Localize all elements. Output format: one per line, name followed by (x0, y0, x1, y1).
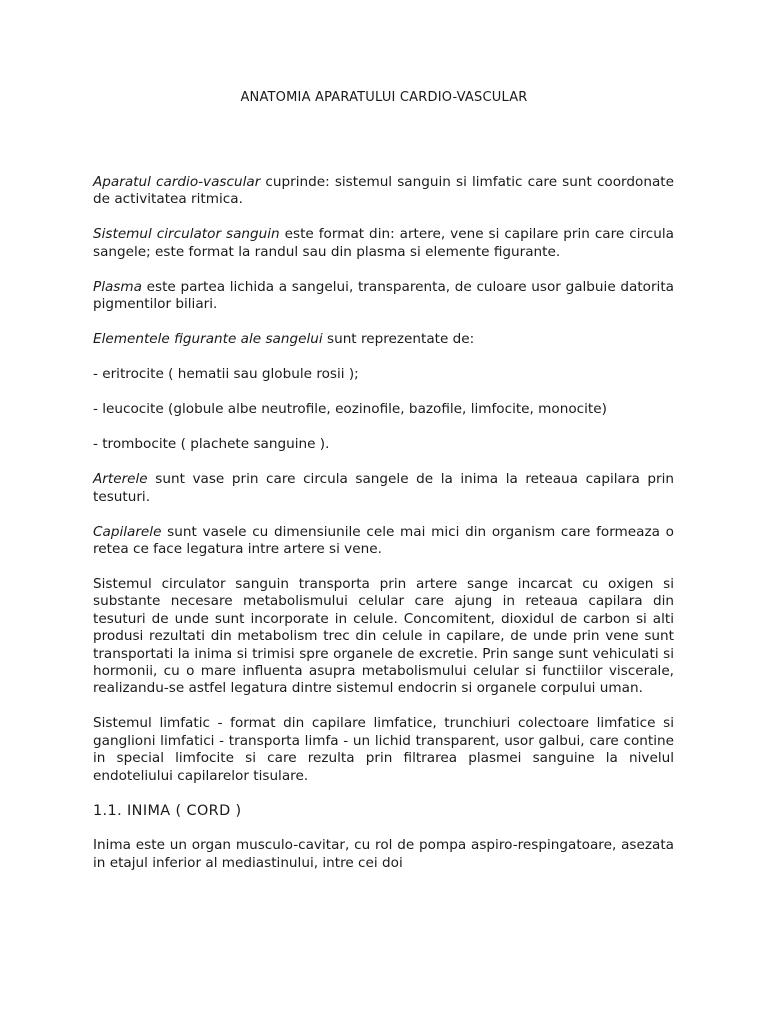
paragraph-sistemul-circulator: Sistemul circulator sanguin este format din: artere, vene si capilare prin care circula sangele; este format la randul sau din plasma si elemente figurante. (93, 226, 674, 260)
term-elementele-figurante: Elementele figurante ale sangelui (93, 331, 323, 348)
paragraph-arterele: Arterele sunt vase prin care circula sangele de la inima la reteaua capilara prin tesuturi. (93, 471, 674, 505)
term-arterele: Arterele (93, 471, 148, 488)
paragraph-elementele-figurante: Elementele figurante ale sangelui sunt reprezentate de: (93, 331, 475, 348)
paragraph-plasma: Plasma este partea lichida a sangelui, transparenta, de culoare usor galbuie datorita pigmentilor biliari. (93, 278, 674, 313)
list-item-leucocite: - leucocite (globule albe neutrofile, eozinofile, bazofile, limfocite, monocite) (93, 401, 607, 418)
paragraph-inima: Inima este un organ musculo-cavitar, cu rol de pompa aspiro-respingatoare, asezata in etajul inferior al mediastinului, intre cei doi (93, 837, 674, 871)
paragraph-aparatul: Aparatul cardio-vascular cuprinde: sistemul sanguin si limfatic care sunt coordonate de activitatea ritmica. (93, 174, 674, 208)
term-aparatul: Aparatul cardio-vascular (93, 174, 261, 190)
paragraph-transport-sanguin: Sistemul circulator sanguin transporta prin artere sange incarcat cu oxigen si substante necesare metabolismului celular care ajung in reteaua capilara din tesuturi de unde sunt incorporate in celule. Concomitent, dioxidul de carbon si alti produsi rezultati din metabolism trec din celule in capilare, de unde prin vene sunt transportati la inima si trimisi spre organele de excretie. Prin sange sunt vehiculati si hormonii, cu o mare influenta asupra metabolismului celular si functiilor viscerale, realizandu-se astfel legatura dintre sistemul endocrin si organele corpului uman. (93, 576, 674, 697)
term-capilarele: Capilarele (93, 523, 162, 540)
paragraph-capilarele: Capilarele sunt vasele cu dimensiunile cele mai mici din organism care formeaza o retea ce face legatura intre artere si vene. (93, 523, 674, 558)
list-item-trombocite: - trombocite ( plachete sanguine ). (93, 436, 330, 453)
list-item-eritrocite: - eritrocite ( hematii sau globule rosii ); (93, 366, 359, 383)
paragraph-sistemul-limfatic: Sistemul limfatic - format din capilare limfatice, trunchiuri colectoare limfatice si ganglioni limfatici - transporta limfa - un lichid transparent, usor galbui, care contine in special limfocite si care rezulta prin filtrarea plasmei sanguine la nivelul endoteliului capilarelor tisulare. (93, 715, 674, 784)
document-title: ANATOMIA APARATULUI CARDIO-VASCULAR (240, 90, 528, 105)
document-body (93, 174, 674, 890)
term-sistemul-circulator: Sistemul circulator sanguin (93, 226, 280, 243)
term-plasma: Plasma (93, 278, 142, 295)
section-heading-inima: 1.1. INIMA ( CORD ) (93, 802, 242, 819)
